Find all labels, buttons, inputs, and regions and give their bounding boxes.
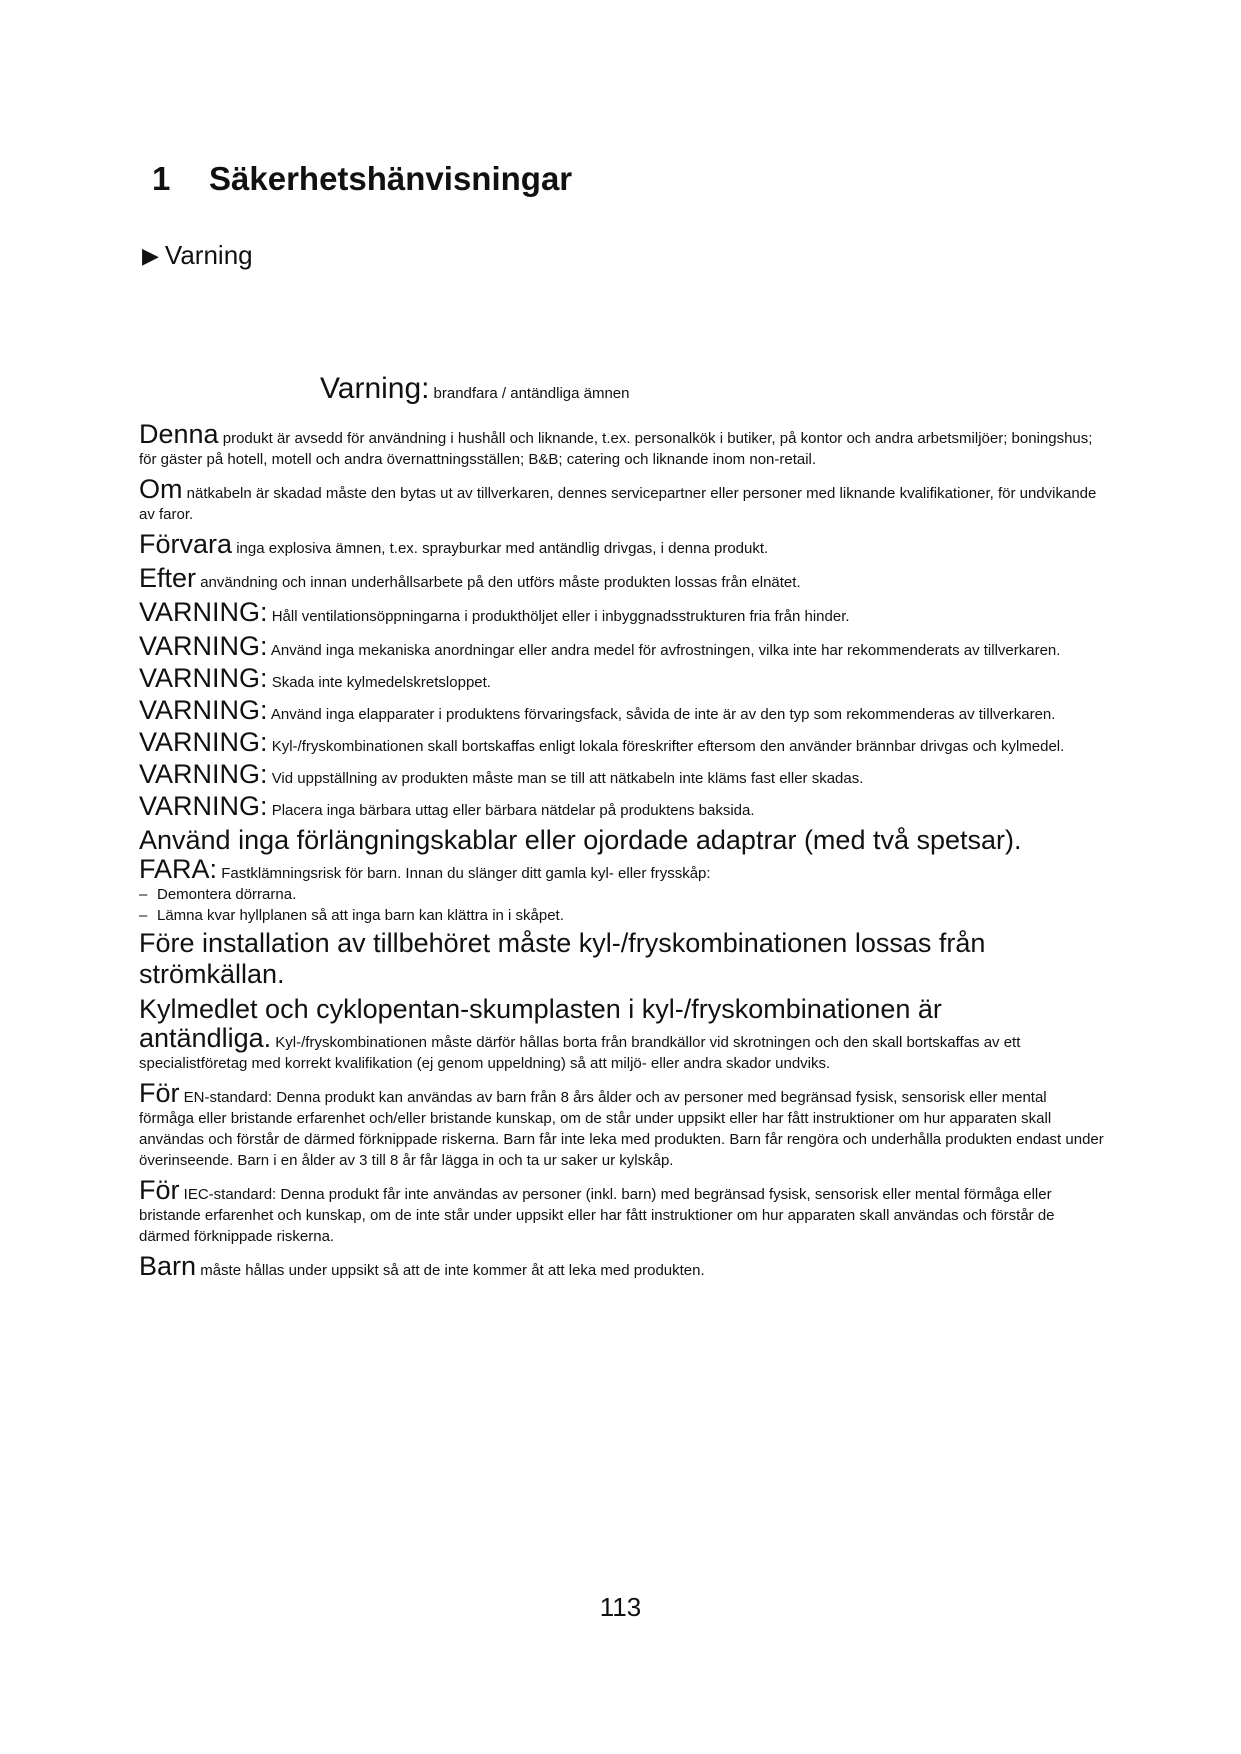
paragraph-text: Använd inga mekaniska anordningar eller andra medel för avfrostningen, vilka inte har rekommenderats av tillverkaren. [270,642,1061,659]
paragraph-lead: Barn [139,1251,197,1281]
page-number: 113 [599,1592,642,1622]
warning-header-text: brandfara / antändliga ämnen [433,385,630,402]
warning-ventilation [139,599,1104,627]
warning-header-label: Varning: [320,372,430,405]
paragraph-text: EN-standard: Denna produkt kan användas av barn från 8 års ålder och av personer med begränsad fysisk, sensorisk eller mental förmåga eller bristande erfarenhet och/eller bristande kunskap, om de står under uppsikt eller har fått instruktioner om hur apparaten skall användas och förstår de därmed förknippade riskerna. Barn får inte leka med produkten. Barn får rengöra och underhålla produkten endast under överinseende. Barn i en ålder av 3 till 8 år får lägga in och ta ur saker ur kylskåp. [139,1089,1104,1169]
flammable-text: Kyl-/fryskombinationen måste därför hållas borta från brandkällor vid skrotningen och den skall bortskaffas av ett specialistföretag med korrekt kvalifikation (ej genom uppeldning) så att miljö- eller andra skador undviks. [139,1034,1021,1072]
iec-standard-paragraph [139,1177,1104,1247]
paragraph-text: Kyl-/fryskombinationen skall bortskaffas enligt lokala föreskrifter eftersom den använder brännbar drivgas och kylmedel. [271,738,1065,755]
paragraph-lead: Om [139,474,183,504]
paragraph-text: Placera inga bärbara uttag eller bärbara nätdelar på produktens baksida. [271,802,755,819]
danger-list-item [139,905,1104,926]
warning-disposal [139,729,1104,757]
warning-refrigerant-circuit [139,665,1104,693]
section-title: Varning [164,240,253,270]
warning-electrical-appliances [139,697,1104,725]
flammable-heading: Kylmedlet och cyklopentan-skumplasten i kyl-/fryskombinationen är [139,994,942,1024]
warning-header [320,372,630,406]
danger-lead: FARA: [139,854,218,884]
flammable-lead: antändliga. [139,1023,272,1053]
paragraph-efter [139,565,1104,593]
paragraph-lead: Denna [139,419,219,449]
paragraph-lead: Förvara [139,529,233,559]
extension-cable-note: Använd inga förlängningskablar eller ojordade adaptrar (med två spetsar). [139,825,1022,855]
paragraph-text: inga explosiva ämnen, t.ex. sprayburkar med antändlig drivgas, i denna produkt. [236,540,769,557]
install-note: Före installation av tillbehöret måste kyl-/fryskombinationen lossas från strömkällan. [139,928,986,989]
paragraph-text: Skada inte kylmedelskretsloppet. [271,674,491,691]
warning-portable-sockets [139,793,1104,821]
dash-marker: – [139,886,148,903]
children-supervision-paragraph [139,1253,1104,1281]
danger-item-text: Lämna kvar hyllplanen så att inga barn kan klättra in i skåpet. [157,907,564,924]
safety-text-body [139,415,1104,1281]
danger-paragraph [139,856,1104,884]
paragraph-text: Vid uppställning av produkten måste man se till att nätkabeln inte kläms fast eller skadas. [271,770,864,787]
paragraph-om [139,476,1104,525]
dash-marker: – [139,907,148,924]
chapter-heading [152,160,572,198]
paragraph-text: måste hållas under uppsikt så att de inte kommer åt att leka med produkten. [200,1262,705,1279]
paragraph-lead: Efter [139,563,197,593]
warning-power-cable [139,761,1104,789]
paragraph-lead: För [139,1078,180,1108]
paragraph-lead: VARNING: [139,631,268,661]
paragraph-lead: VARNING: [139,663,268,693]
danger-list-item [139,884,1104,905]
paragraph-lead: VARNING: [139,759,268,789]
flammable-paragraph [139,1025,1104,1074]
paragraph-forvara [139,531,1104,559]
paragraph-lead: För [139,1175,180,1205]
paragraph-lead: VARNING: [139,695,268,725]
paragraph-denna [139,421,1104,470]
danger-item-text: Demontera dörrarna. [157,886,297,903]
paragraph-text: användning och innan underhållsarbete på den utförs måste produkten lossas från elnätet. [200,574,801,591]
paragraph-text: Håll ventilationsöppningarna i produkthöljet eller i inbyggnadsstrukturen fria från hinder. [271,608,850,625]
paragraph-text: Använd inga elapparater i produktens förvaringsfack, såvida de inte är av den typ som rekommenderas av tillverkaren. [270,706,1056,723]
paragraph-text: nätkabeln är skadad måste den bytas ut av tillverkaren, dennes servicepartner eller personer med liknande kvalifikationer, för undvikande av faror. [139,485,1097,523]
chapter-title: Säkerhetshänvisningar [209,160,573,197]
warning-defrost [139,633,1104,661]
section-heading [142,240,253,271]
chapter-number: 1 [152,160,171,197]
paragraph-lead: VARNING: [139,791,268,821]
play-triangle-icon: ▶ [142,243,159,268]
danger-text: Fastklämningsrisk för barn. Innan du slänger ditt gamla kyl- eller frysskåp: [221,865,711,882]
en-standard-paragraph [139,1080,1104,1171]
paragraph-text: IEC-standard: Denna produkt får inte användas av personer (inkl. barn) med begränsad fysisk, sensorisk eller mental förmåga eller bristande erfarenhet och kunskap, om de inte står under uppsikt eller har fått instruktioner om hur apparaten skall användas och förstår de därmed förknippade riskerna. [139,1186,1055,1245]
paragraph-text: produkt är avsedd för användning i hushåll och liknande, t.ex. personalkök i butiker, på kontor och andra arbetsmiljöer; boningshus; för gäster på hotell, motell och andra övernattningsställen; B&B; catering och liknande inom non-retail. [139,430,1093,468]
paragraph-lead: VARNING: [139,597,268,627]
paragraph-lead: VARNING: [139,727,268,757]
